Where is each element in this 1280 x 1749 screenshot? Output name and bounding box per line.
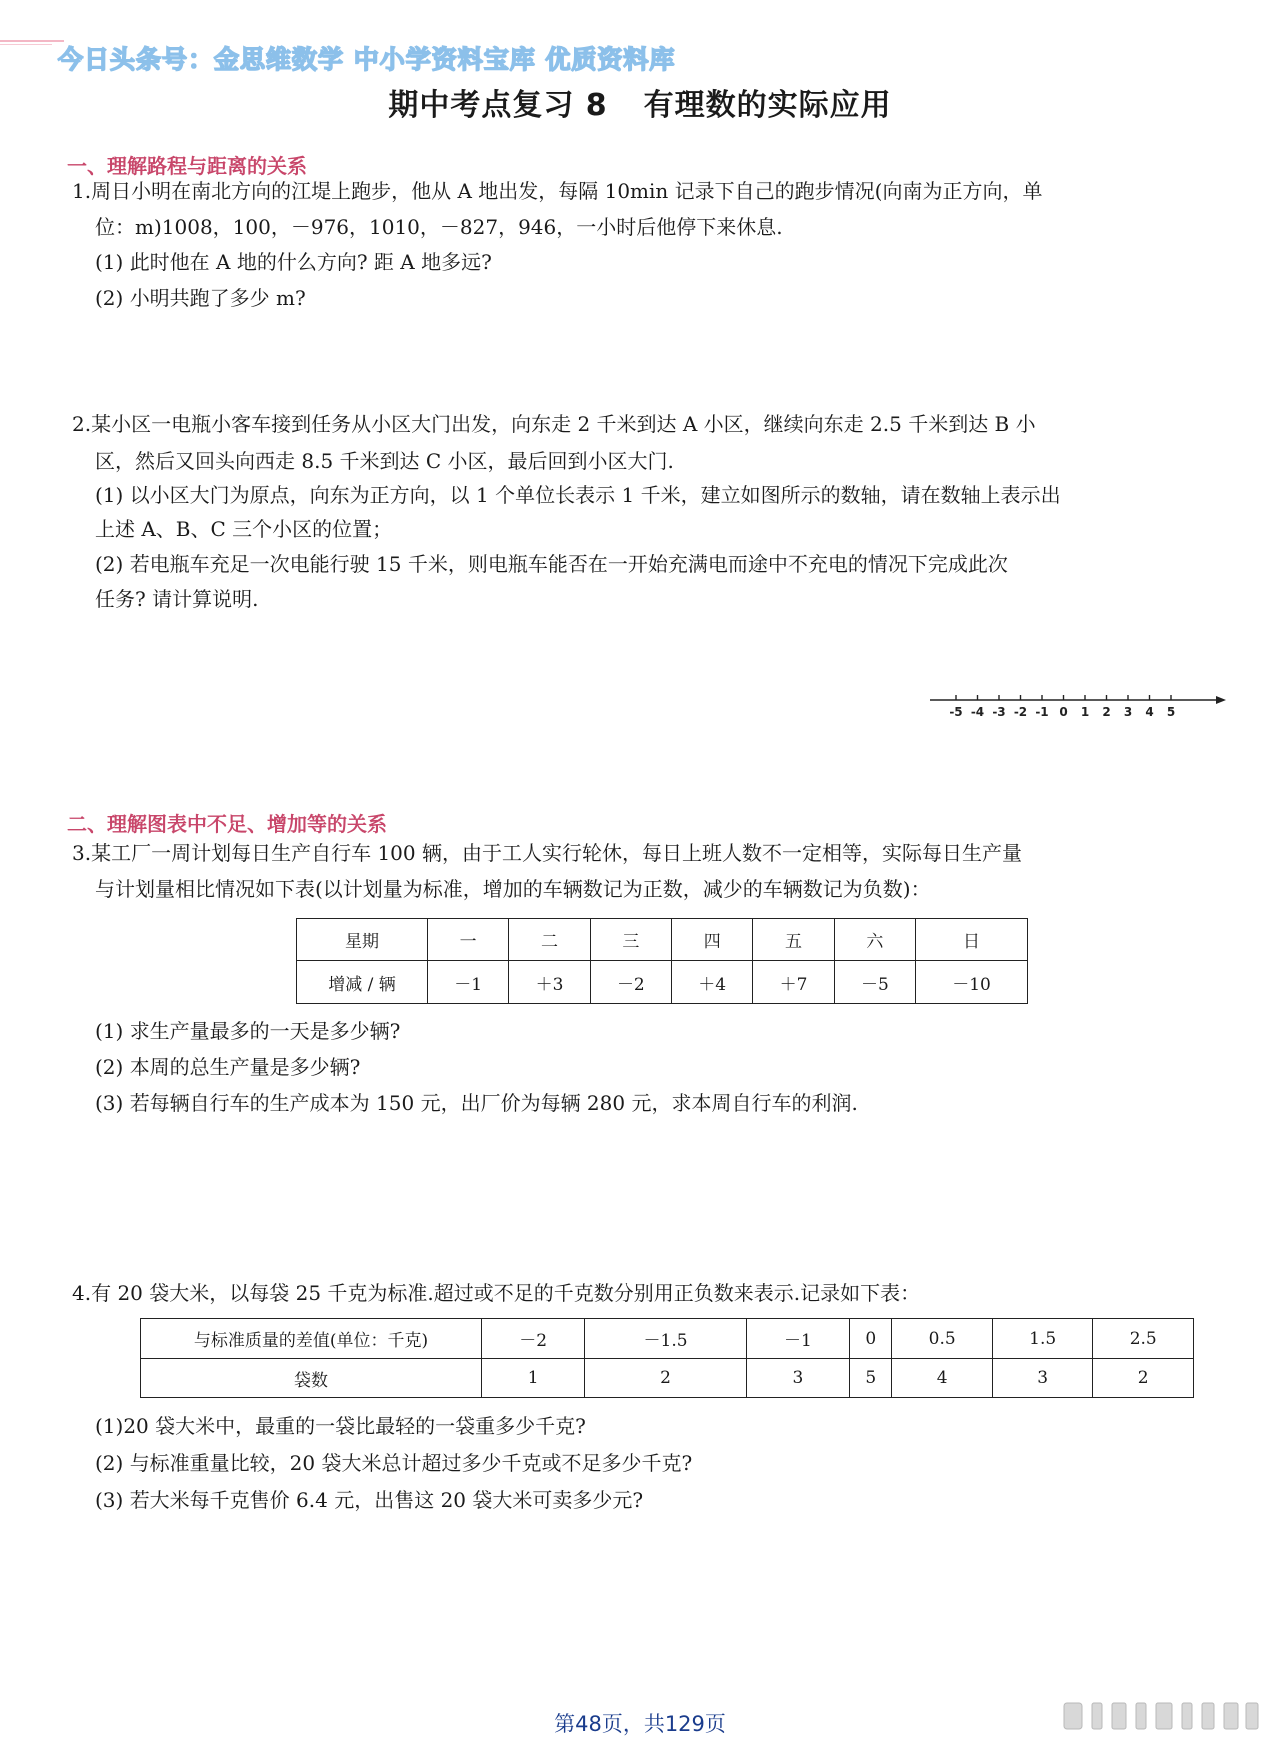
q3-part-2: (2) 本周的总生产量是多少辆? [95, 1055, 361, 1079]
table-cell: 5 [850, 1359, 892, 1398]
table-cell: －2 [590, 961, 671, 1004]
number-line [930, 690, 1230, 730]
table-cell: 四 [672, 919, 753, 961]
table-cell: 五 [753, 919, 834, 961]
q2-part-2a: (2) 若电瓶车充足一次电能行驶 15 千米，则电瓶车能否在一开始充满电而途中不充电的情况下完成此次 [95, 552, 1008, 576]
table-cell: －5 [834, 961, 915, 1004]
q3-table [296, 918, 1028, 1004]
table-cell: ＋4 [672, 961, 753, 1004]
axis-tick-label: 4 [1145, 705, 1154, 719]
watermark: 今日头条号：金思维数学 中小学资料宝库 优质资料库 [58, 45, 676, 74]
table-cell: 2.5 [1093, 1319, 1194, 1359]
table-cell: ＋7 [753, 961, 834, 1004]
page-title [0, 80, 1280, 124]
corner-decoration [0, 44, 52, 45]
axis-tick-label: 5 [1166, 705, 1176, 719]
table-cell: －1.5 [585, 1319, 746, 1359]
q2-line-1: 2.某小区一电瓶小客车接到任务从小区大门出发，向东走 2 千米到达 A 小区，继续向东走 2.5 千米到达 B 小 [72, 412, 1036, 436]
table-cell: 2 [1093, 1359, 1194, 1398]
axis-tick-label: 1 [1080, 705, 1090, 719]
axis-tick-label: -3 [992, 705, 1006, 719]
table-row [141, 1359, 1194, 1398]
table-cell: 0.5 [892, 1319, 993, 1359]
table-cell: 1 [482, 1359, 585, 1398]
q4-table [140, 1318, 1194, 1398]
axis-tick-label: -1 [1035, 705, 1049, 719]
table-cell: 袋数 [141, 1359, 482, 1398]
q1-line-1: 1.周日小明在南北方向的江堤上跑步，他从 A 地出发，每隔 10min 记录下自己的跑步情况(向南为正方向，单 [72, 179, 1043, 203]
axis-tick-label: 0 [1059, 705, 1068, 719]
table-row [297, 961, 1028, 1004]
axis-tick-label: -4 [970, 705, 985, 719]
q2-line-2: 区，然后又回头向西走 8.5 千米到达 C 小区，最后回到小区大门. [95, 449, 674, 473]
table-cell: ＋3 [509, 961, 590, 1004]
title-sub: 有理数的实际应用 [643, 88, 892, 123]
page-number: 第48页，共129页 [554, 1712, 726, 1736]
q3-line-2: 与计划量相比情况如下表(以计划量为标准，增加的车辆数记为正数，减少的车辆数记为负数)： [95, 877, 931, 901]
q3-line-1: 3.某工厂一周计划每日生产自行车 100 辆，由于工人实行轮休，每日上班人数不一定相等，实际每日生产量 [72, 841, 1022, 865]
table-cell: 增减 / 辆 [297, 961, 428, 1004]
q2-part-1b: 上述 A、B、C 三个小区的位置； [95, 517, 393, 541]
section-heading-2: 二、理解图表中不足、增加等的关系 [67, 812, 387, 836]
table-cell: 日 [916, 919, 1028, 961]
axis-tick-label: 3 [1123, 705, 1133, 719]
table-cell: 二 [509, 919, 590, 961]
table-cell: 星期 [297, 919, 428, 961]
q4-part-3: (3) 若大米每千克售价 6.4 元，出售这 20 袋大米可卖多少元? [95, 1488, 644, 1512]
table-cell: 3 [746, 1359, 849, 1398]
q4-part-2: (2) 与标准重量比较，20 袋大米总计超过多少千克或不足多少千克? [95, 1451, 693, 1475]
axis-tick-label: -5 [949, 705, 963, 719]
table-cell: 3 [992, 1359, 1093, 1398]
table-cell: 4 [892, 1359, 993, 1398]
q1-line-2: 位：m)1008，100，－976，1010，－827，946，一小时后他停下来休息. [95, 215, 783, 239]
table-cell: 0 [850, 1319, 892, 1359]
table-cell: －1 [428, 961, 509, 1004]
q3-part-3: (3) 若每辆自行车的生产成本为 150 元，出厂价为每辆 280 元，求本周自行车的利润. [95, 1091, 858, 1115]
page-edge-marks [1062, 1699, 1262, 1733]
table-cell: －10 [916, 961, 1028, 1004]
q4-line-1: 4.有 20 袋大米，以每袋 25 千克为标准.超过或不足的千克数分别用正负数来表示.记录如下表： [72, 1281, 921, 1305]
table-cell: 六 [834, 919, 915, 961]
axis-tick-label: 2 [1102, 705, 1111, 719]
q1-part-1: (1) 此时他在 A 地的什么方向? 距 A 地多远? [95, 250, 492, 274]
table-row [297, 919, 1028, 961]
q3-part-1: (1) 求生产量最多的一天是多少辆? [95, 1019, 401, 1043]
table-row [141, 1319, 1194, 1359]
q1-part-2: (2) 小明共跑了多少 m? [95, 286, 306, 310]
axis-tick-label: -2 [1013, 705, 1028, 719]
q2-part-2b: 任务? 请计算说明. [95, 587, 259, 611]
q2-part-1a: (1) 以小区大门为原点，向东为正方向，以 1 个单位长表示 1 千米，建立如图所示的数轴，请在数轴上表示出 [95, 483, 1061, 507]
table-cell: －2 [482, 1319, 585, 1359]
q4-part-1: (1)20 袋大米中，最重的一袋比最轻的一袋重多少千克? [95, 1414, 586, 1438]
section-heading-1: 一、理解路程与距离的关系 [67, 154, 307, 178]
corner-decoration [0, 40, 64, 42]
table-cell: 与标准质量的差值(单位：千克) [141, 1319, 482, 1359]
table-cell: 一 [428, 919, 509, 961]
title-main: 期中考点复习 8 [388, 88, 608, 123]
table-cell: 2 [585, 1359, 746, 1398]
table-cell: －1 [746, 1319, 849, 1359]
table-cell: 三 [590, 919, 671, 961]
table-cell: 1.5 [992, 1319, 1093, 1359]
